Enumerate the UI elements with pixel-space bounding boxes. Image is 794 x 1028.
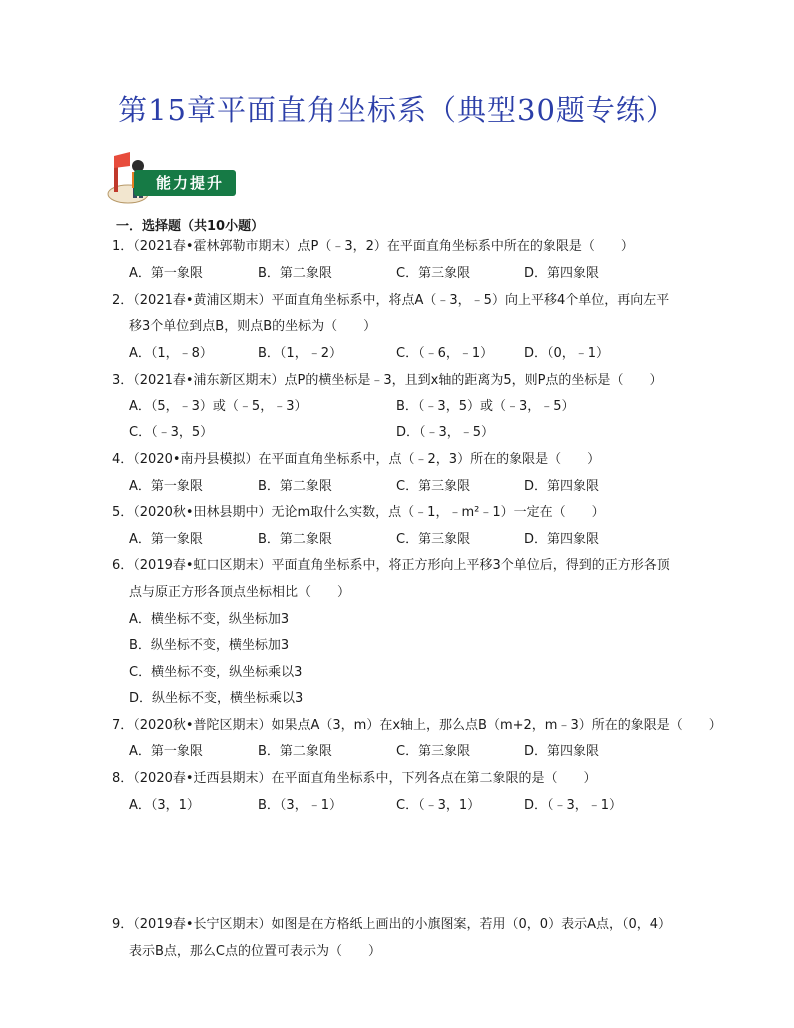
question-2-option-a[interactable]: A．（1，﹣8）	[129, 346, 213, 361]
question-6-stem-line-1: 6．（2019春•虹口区期末）平面直角坐标系中，将正方形向上平移3个单位后，得到的正方形各顶	[112, 558, 670, 573]
section-heading: 一．选择题（共10小题）	[116, 219, 265, 234]
question-8-option-a[interactable]: A．（3，1）	[129, 798, 200, 813]
question-4-option-b[interactable]: B．第二象限	[258, 479, 332, 494]
question-4-stem: 4．（2020•南丹县模拟）在平面直角坐标系中，点（﹣2，3）所在的象限是（ ）	[112, 452, 601, 467]
question-3-stem: 3．（2021春•浦东新区期末）点P的横坐标是﹣3，且到x轴的距离为5，则P点的坐标是（ ）	[112, 373, 663, 388]
question-2-stem-line-1: 2．（2021春•黄浦区期末）平面直角坐标系中，将点A（﹣3，﹣5）向上平移4个单位，再向左平	[112, 293, 670, 308]
question-6-stem-line-2: 点与原正方形各顶点坐标相比（ ）	[129, 585, 351, 600]
question-1-stem: 1．（2021春•霍林郭勒市期末）点P（﹣3，2）在平面直角坐标系中所在的象限是（ ）	[112, 239, 634, 254]
question-1-option-b[interactable]: B．第二象限	[258, 266, 332, 281]
page-title: 第15章平面直角坐标系（典型30题专练）	[118, 93, 676, 127]
question-4-option-d[interactable]: D．第四象限	[524, 479, 600, 494]
question-3-option-d[interactable]: D．（﹣3，﹣5）	[396, 425, 495, 440]
question-8-option-b[interactable]: B．（3，﹣1）	[258, 798, 342, 813]
question-8-option-c[interactable]: C．（﹣3，1）	[396, 798, 481, 813]
question-7-option-d[interactable]: D．第四象限	[524, 744, 600, 759]
question-3-option-c[interactable]: C．（﹣3，5）	[129, 425, 214, 440]
question-8-option-d[interactable]: D．（﹣3，﹣1）	[524, 798, 623, 813]
question-6-option-a[interactable]: A．横坐标不变，纵坐标加3	[129, 612, 290, 627]
question-5-option-c[interactable]: C．第三象限	[396, 532, 471, 547]
question-8-stem: 8．（2020春•迁西县期末）在平面直角坐标系中，下列各点在第二象限的是（ ）	[112, 771, 597, 786]
question-2-stem-line-2: 移3个单位到点B，则点B的坐标为（ ）	[129, 319, 377, 334]
question-7-stem: 7．（2020秋•普陀区期末）如果点A（3，m）在x轴上，那么点B（m+2，m﹣3）所在的象限是（ ）	[112, 718, 722, 733]
question-3-option-a[interactable]: A．（5，﹣3）或（﹣5，﹣3）	[129, 399, 308, 414]
ability-badge	[104, 148, 244, 206]
question-2-option-b[interactable]: B．（1，﹣2）	[258, 346, 342, 361]
question-6-option-b[interactable]: B．纵坐标不变，横坐标加3	[129, 638, 290, 653]
question-5-option-a[interactable]: A．第一象限	[129, 532, 203, 547]
question-5-option-d[interactable]: D．第四象限	[524, 532, 600, 547]
question-5-option-b[interactable]: B．第二象限	[258, 532, 332, 547]
question-2-option-d[interactable]: D．（0，﹣1）	[524, 346, 610, 361]
question-4-option-c[interactable]: C．第三象限	[396, 479, 471, 494]
question-6-option-d[interactable]: D．纵坐标不变，横坐标乘以3	[129, 691, 304, 706]
question-4-option-a[interactable]: A．第一象限	[129, 479, 203, 494]
question-7-option-c[interactable]: C．第三象限	[396, 744, 471, 759]
question-7-option-a[interactable]: A．第一象限	[129, 744, 203, 759]
question-9-stem-line-1: 9．（2019春•长宁区期末）如图是在方格纸上画出的小旗图案，若用（0，0）表示A点，（0，4）	[112, 917, 672, 932]
question-7-option-b[interactable]: B．第二象限	[258, 744, 332, 759]
question-1-option-c[interactable]: C．第三象限	[396, 266, 471, 281]
question-9-stem-line-2: 表示B点，那么C点的位置可表示为（ ）	[129, 944, 381, 959]
question-6-option-c[interactable]: C．横坐标不变，纵坐标乘以3	[129, 665, 303, 680]
question-1-option-d[interactable]: D．第四象限	[524, 266, 600, 281]
question-3-option-b[interactable]: B．（﹣3，5）或（﹣3，﹣5）	[396, 399, 575, 414]
badge-label: 能力提升	[134, 170, 236, 196]
question-1-option-a[interactable]: A．第一象限	[129, 266, 203, 281]
question-2-option-c[interactable]: C．（﹣6，﹣1）	[396, 346, 494, 361]
question-5-stem: 5．（2020秋•田林县期中）无论m取什么实数，点（﹣1，﹣m²﹣1）一定在（ ）	[112, 505, 605, 520]
